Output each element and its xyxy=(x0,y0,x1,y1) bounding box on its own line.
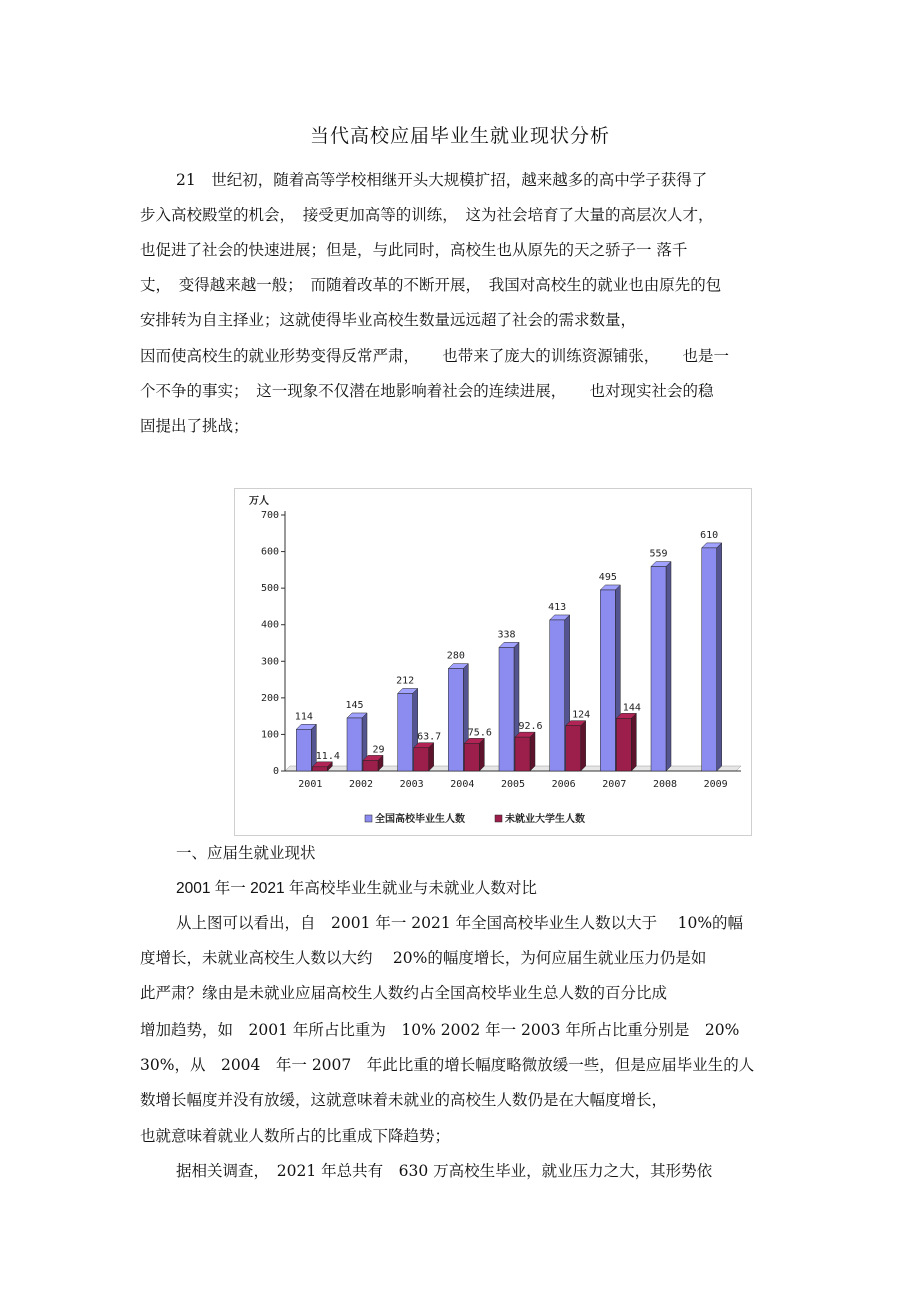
x-tick-label: 2008 xyxy=(652,779,678,790)
legend-label: 未就业大学生人数 xyxy=(505,814,585,825)
data-label-graduates: 114 xyxy=(294,711,313,723)
data-label-unemployed: 29 xyxy=(372,744,385,756)
data-label-graduates: 145 xyxy=(345,699,364,711)
bar-graduates xyxy=(296,729,311,771)
y-tick-label: 600 xyxy=(260,546,279,558)
legend-swatch xyxy=(495,815,502,822)
x-tick-label: 2001 xyxy=(298,779,323,790)
data-label-graduates: 280 xyxy=(446,650,465,662)
data-label-unemployed: 124 xyxy=(572,709,591,721)
bar-graduates xyxy=(550,620,565,771)
bar-graduates xyxy=(600,590,615,771)
chart-svg xyxy=(235,489,751,835)
data-label-graduates: 559 xyxy=(649,548,668,560)
bar-unemployed xyxy=(464,743,479,771)
x-tick-label: 2003 xyxy=(399,779,424,790)
bar-graduates xyxy=(448,669,463,771)
x-tick-label: 2007 xyxy=(602,779,627,790)
data-label-unemployed: 63.7 xyxy=(417,731,442,743)
bar-side xyxy=(479,738,484,771)
text-line: 个不争的事实； 这一现象不仅潜在地影响着社会的连续进展， 也对现实社会的稳 xyxy=(140,382,714,400)
text-line: 固提出了挑战； xyxy=(140,417,249,435)
x-tick-label: 2009 xyxy=(703,779,728,790)
text-line: 也就意味着就业人数所占的比重成下降趋势； xyxy=(140,1127,451,1145)
data-label-graduates: 413 xyxy=(548,601,567,613)
bar-unemployed xyxy=(414,748,429,771)
y-tick-label: 500 xyxy=(260,583,279,595)
data-label-unemployed: 92.6 xyxy=(518,721,543,733)
bar-unemployed xyxy=(363,760,378,771)
x-tick-label: 2006 xyxy=(551,779,576,790)
y-tick-label: 0 xyxy=(272,766,279,777)
y-tick-label: 700 xyxy=(260,510,279,521)
text-line: 安排转为自主择业；这就使得毕业高校生数量远远超了社会的需求数量， xyxy=(140,311,637,329)
bar-graduates xyxy=(499,647,514,771)
x-tick-label: 2002 xyxy=(348,779,374,790)
data-label-graduates: 338 xyxy=(497,629,516,641)
text-line: 增加趋势，如 2001 年所占比重为 10% 2002 年一 2003 年所占比重分别是 20% xyxy=(140,1021,740,1039)
bar-chart xyxy=(234,488,752,836)
bar-side xyxy=(631,713,636,771)
bar-graduates xyxy=(702,548,717,771)
bar-side xyxy=(717,543,722,771)
legend-label: 全国高校毕业生人数 xyxy=(375,814,465,825)
bar-side xyxy=(581,721,586,771)
text-line: 此严肃？缘由是未就业应届高校生人数约占全国高校毕业生总人数的百分比成 xyxy=(140,984,668,1002)
text-line: 因而使高校生的就业形势变得反常严肃， 也带来了庞大的训练资源铺张， 也是一 xyxy=(140,347,730,365)
y-tick-label: 100 xyxy=(260,729,279,741)
data-label-unemployed: 75.6 xyxy=(467,727,492,739)
y-unit-label: 万人 xyxy=(249,496,269,507)
bar-side xyxy=(666,562,671,771)
y-tick-label: 200 xyxy=(260,692,279,704)
legend-swatch xyxy=(365,815,372,822)
text-line: 也促进了社会的快速进展；但是，与此同时，高校生也从原先的天之骄子一 落千 xyxy=(140,241,688,259)
page-title: 当代高校应届毕业生就业现状分析 xyxy=(309,125,610,147)
text-line: 从上图可以看出，自 2001 年一 2021 年全国高校毕业生人数以大于 10%的幅 xyxy=(176,914,744,932)
bar-graduates xyxy=(651,567,666,771)
section-heading: 一、应届生就业现状 xyxy=(176,844,316,862)
bar-unemployed xyxy=(312,767,327,771)
y-tick-label: 400 xyxy=(260,619,279,631)
data-label-unemployed: 11.4 xyxy=(315,750,340,762)
text-line: 数增长幅度并没有放缓，这就意味着未就业的高校生人数仍是在大幅度增长， xyxy=(140,1091,668,1109)
bar-unemployed xyxy=(616,718,631,771)
text-line: 据相关调查， 2021 年总共有 630 万高校生毕业，就业压力之大，其形势依 xyxy=(176,1162,713,1180)
text-line: 21 世纪初，随着高等学校相继开头大规模扩招，越来越多的高中学子获得了 xyxy=(176,171,708,189)
text-line: 步入高校殿堂的机会， 接受更加高等的训练， 这为社会培育了大量的高层次人才， xyxy=(140,206,714,224)
y-tick-label: 300 xyxy=(260,656,279,668)
data-label-graduates: 212 xyxy=(396,675,415,687)
bar-unemployed xyxy=(515,737,530,771)
text-line: 度增长，未就业高校生人数以大约 20%的幅度增长，为何应届生就业压力仍是如 xyxy=(140,949,707,967)
x-tick-label: 2005 xyxy=(500,779,526,790)
data-label-graduates: 610 xyxy=(700,529,719,541)
data-label-graduates: 495 xyxy=(598,571,617,583)
text-line: 30%，从 2004 年一 2007 年此比重的增长幅度略微放缓一些，但是应届毕业生的人 xyxy=(140,1056,755,1074)
text-line: 丈， 变得越来越一般； 而随着改革的不断开展， 我国对高校生的就业也由原先的包 xyxy=(140,276,722,294)
bar-graduates xyxy=(398,693,413,771)
chart-caption: 2001 年一 2021 年高校毕业生就业与未就业人数对比 xyxy=(176,880,537,897)
bar-graduates xyxy=(347,718,362,771)
x-tick-label: 2004 xyxy=(450,779,475,790)
bar-unemployed xyxy=(566,726,581,771)
bar-side xyxy=(530,732,535,771)
data-label-unemployed: 144 xyxy=(622,702,641,714)
